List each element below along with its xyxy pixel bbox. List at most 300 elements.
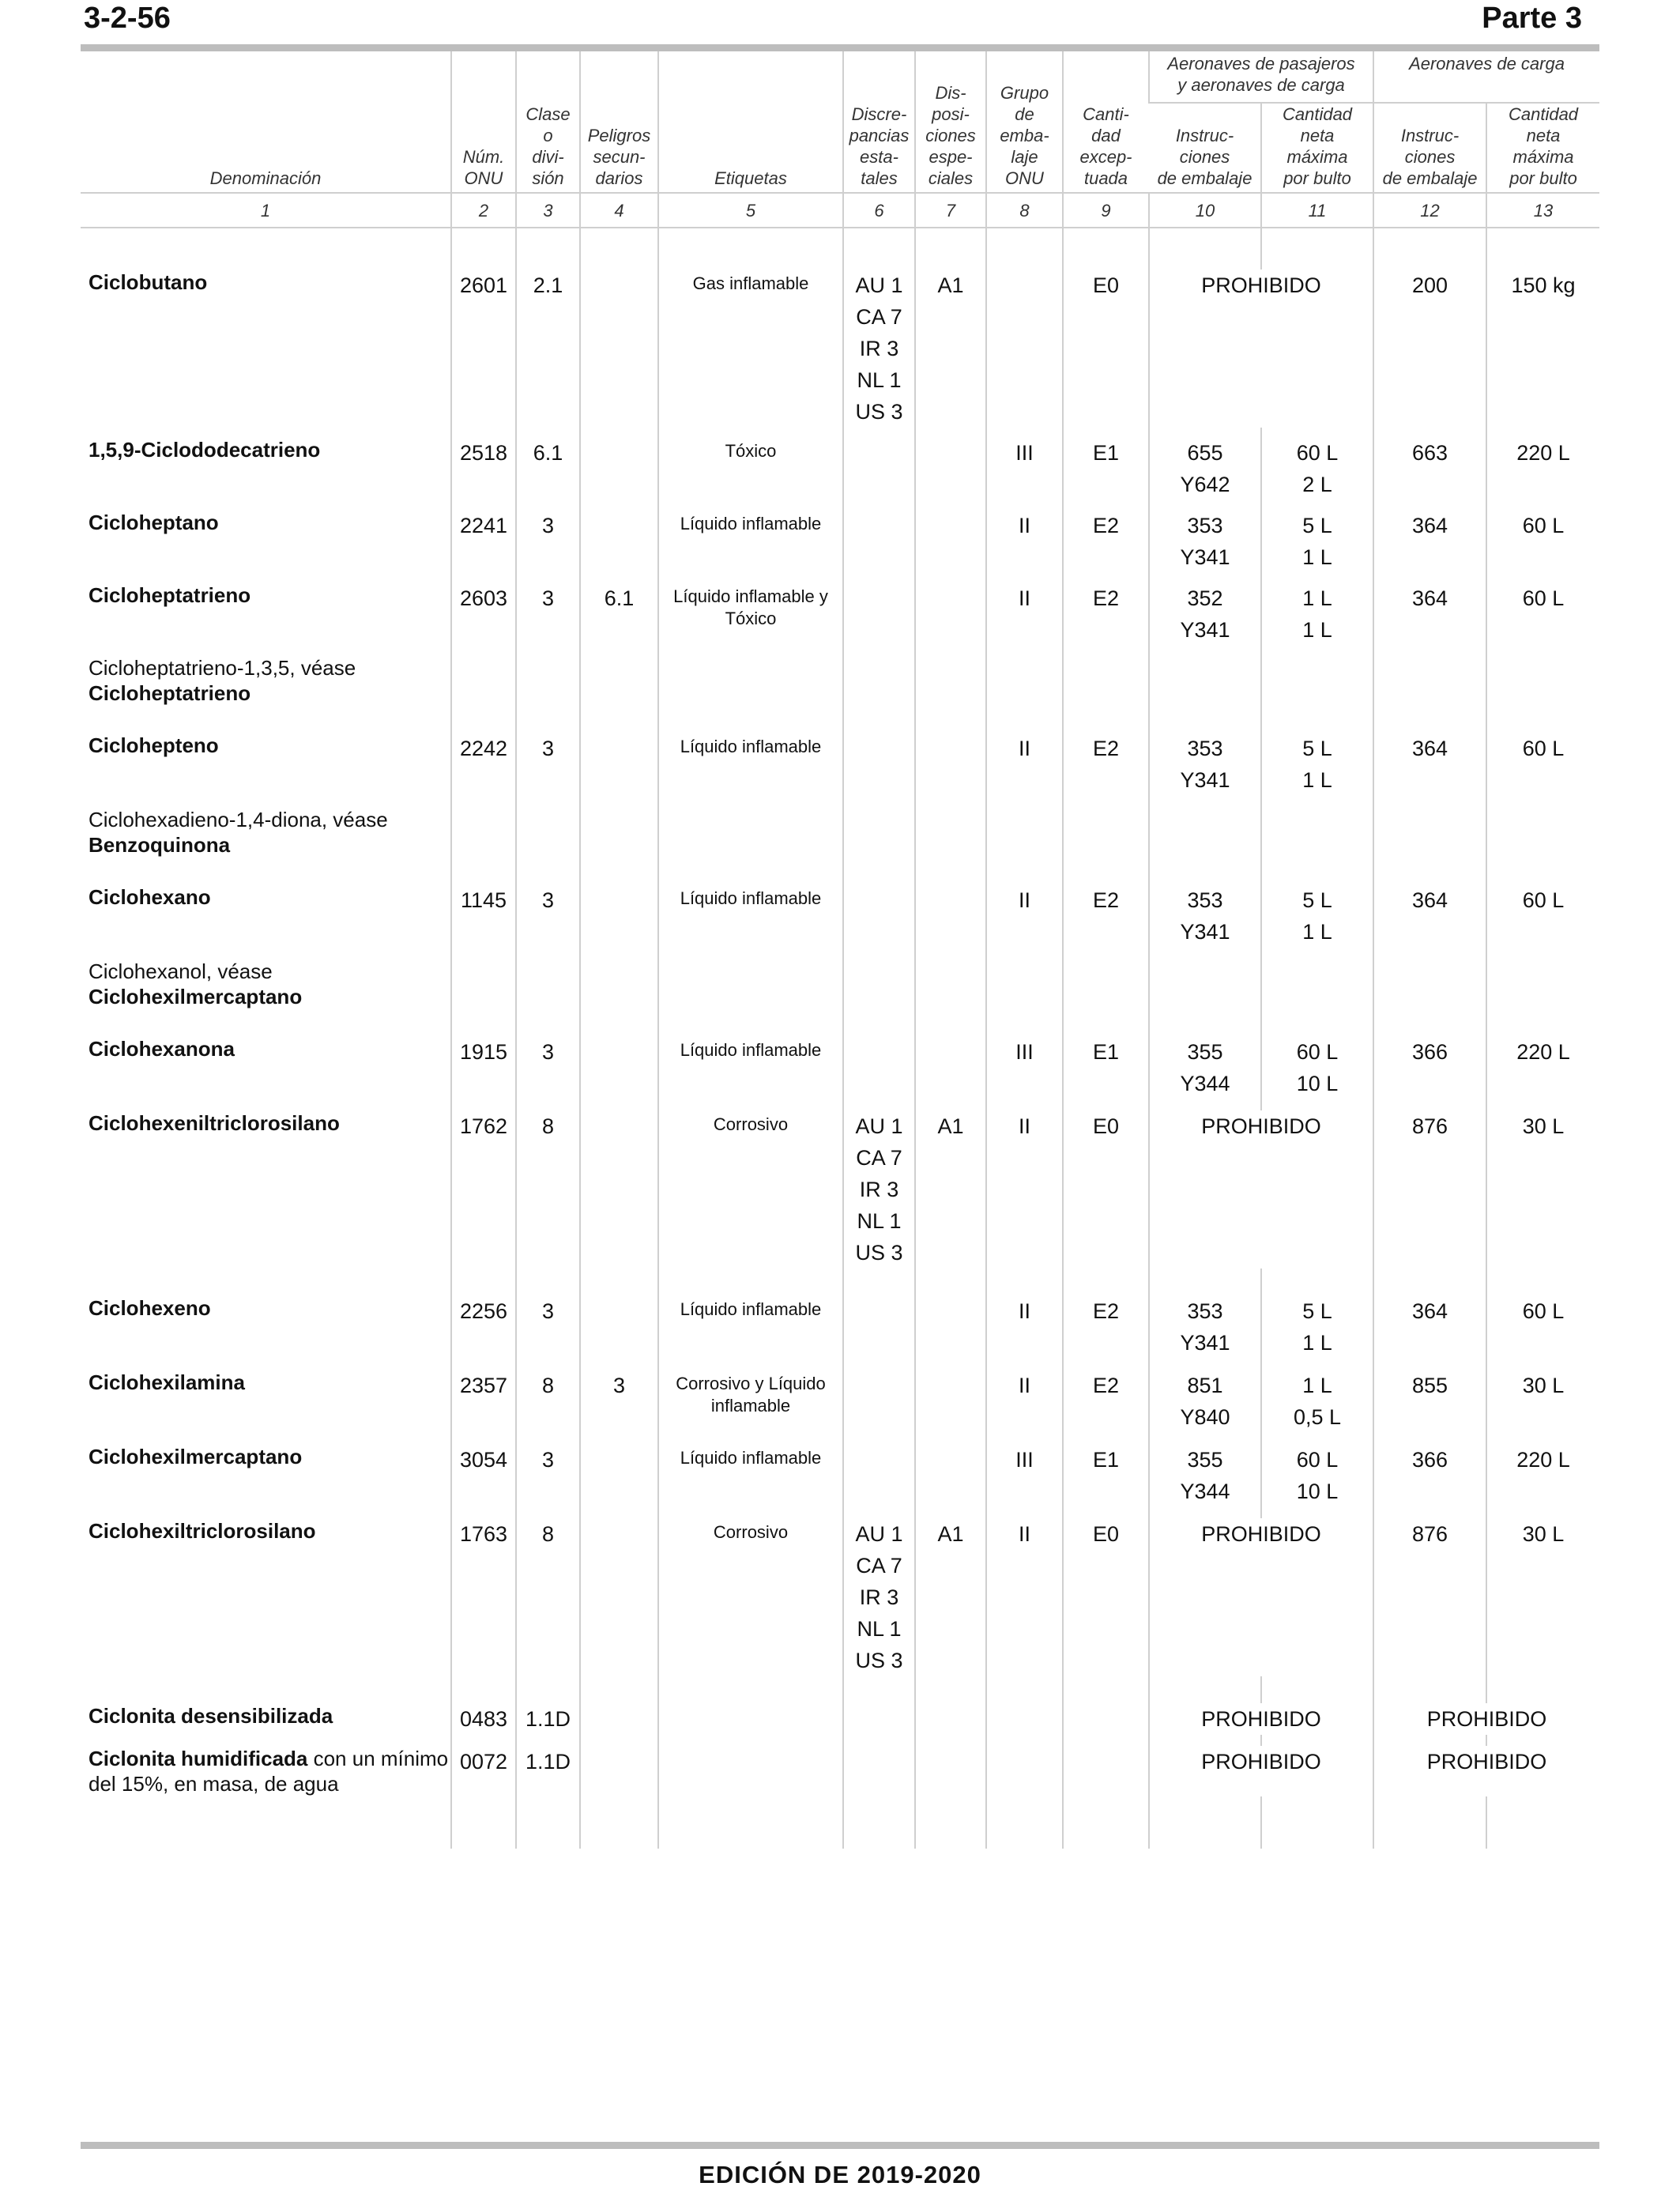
row-spacer bbox=[81, 428, 1599, 437]
spacer-cell bbox=[1486, 858, 1599, 884]
cell-pax-prohibited: PROHIBIDO bbox=[1149, 270, 1373, 428]
spacer-cell bbox=[516, 646, 580, 655]
cell-class: 1.1D bbox=[516, 1703, 580, 1735]
empty-cell bbox=[451, 807, 516, 858]
cell-denominacion bbox=[81, 1036, 451, 1099]
spacer-cell bbox=[1149, 1269, 1261, 1295]
table-row bbox=[81, 1110, 1599, 1269]
spacer-cell bbox=[658, 1359, 843, 1370]
cell-packing-group: III bbox=[986, 1444, 1063, 1507]
spacer-cell bbox=[986, 1099, 1063, 1110]
cell-denominacion bbox=[81, 270, 451, 428]
cell-label: Líquido inflamable bbox=[658, 1444, 843, 1507]
table-row bbox=[81, 1370, 1599, 1433]
cell-class: 8 bbox=[516, 1370, 580, 1433]
cell-line: 1 L bbox=[1302, 545, 1332, 569]
spacer-cell bbox=[516, 1009, 580, 1036]
cell-line: 353 bbox=[1187, 1299, 1223, 1323]
cell-label: Corrosivo y Líquido inflamable bbox=[658, 1370, 843, 1433]
empty-cell bbox=[1149, 807, 1261, 858]
cell-packing-group: II bbox=[986, 884, 1063, 948]
spacer-cell bbox=[915, 228, 986, 270]
cell-line: 10 L bbox=[1296, 1072, 1339, 1095]
col-pax-cantidad: Cantidad neta máxima por bulto bbox=[1261, 103, 1373, 193]
spacer-cell bbox=[1149, 1359, 1261, 1370]
spacer-cell bbox=[1261, 858, 1373, 884]
cell-class: 8 bbox=[516, 1518, 580, 1676]
cell-cao-max-quantity: 60 L bbox=[1486, 1295, 1599, 1359]
spacer-cell bbox=[915, 796, 986, 807]
cell-pax-max-quantity bbox=[1261, 1295, 1373, 1359]
spacer-cell bbox=[516, 858, 580, 884]
cell-cao-max-quantity: 60 L bbox=[1486, 510, 1599, 573]
cell-pax-prohibited: PROHIBIDO bbox=[1149, 1518, 1373, 1676]
cell-pax-max-quantity bbox=[1261, 1036, 1373, 1099]
col-cantidad-exceptuada: Canti- dad excep- tuada bbox=[1063, 51, 1149, 193]
cell-cao-max-quantity: 30 L bbox=[1486, 1518, 1599, 1676]
cell-denominacion bbox=[81, 510, 451, 573]
spacer-cell bbox=[1373, 228, 1486, 270]
spacer-cell bbox=[1486, 428, 1599, 437]
spacer-cell bbox=[1063, 1433, 1149, 1444]
col-number: 9 bbox=[1063, 193, 1149, 228]
spacer-cell bbox=[1261, 1507, 1373, 1518]
cell-line: 5 L bbox=[1302, 737, 1332, 760]
edition-footer: EDICIÓN DE 2019-2020 bbox=[699, 2161, 981, 2188]
spacer-cell bbox=[1373, 646, 1486, 655]
substance-name: Ciclohexeno bbox=[89, 1296, 211, 1320]
empty-cell bbox=[1063, 959, 1149, 1009]
spacer-cell bbox=[516, 428, 580, 437]
cell-state-variations bbox=[843, 1444, 915, 1507]
col-denominacion: Denominación bbox=[209, 168, 322, 188]
cell-excepted-quantity bbox=[1063, 1703, 1149, 1735]
spacer-cell bbox=[1063, 428, 1149, 437]
substance-name: Cicloheptano bbox=[89, 511, 219, 534]
spacer-cell bbox=[451, 1359, 516, 1370]
cell-cao-max-quantity: 220 L bbox=[1486, 1444, 1599, 1507]
spacer-cell bbox=[658, 948, 843, 959]
spacer-cell bbox=[451, 1433, 516, 1444]
spacer-cell bbox=[580, 1433, 658, 1444]
col-grupo: Grupo de emba- laje ONU bbox=[986, 51, 1063, 193]
spacer-cell bbox=[915, 706, 986, 733]
spacer-cell bbox=[81, 228, 451, 270]
cell-un-number: 2256 bbox=[451, 1295, 516, 1359]
spacer-cell bbox=[81, 1433, 451, 1444]
reference-target: Benzoquinona bbox=[89, 833, 231, 857]
cell-pax-max-quantity bbox=[1261, 582, 1373, 646]
spacer-cell bbox=[1486, 500, 1599, 510]
spacer-cell bbox=[1261, 706, 1373, 733]
cell-cao-max-quantity: 60 L bbox=[1486, 582, 1599, 646]
spacer-cell bbox=[986, 1359, 1063, 1370]
cell-un-number: 2518 bbox=[451, 437, 516, 500]
cell-pax-packing-instruction bbox=[1149, 1295, 1261, 1359]
cell-line: 1 L bbox=[1302, 586, 1332, 610]
col-number: 10 bbox=[1149, 193, 1261, 228]
cell-line: CA 7 bbox=[856, 1554, 902, 1578]
spacer-cell bbox=[915, 1507, 986, 1518]
cross-reference-row bbox=[81, 655, 1599, 706]
empty-cell bbox=[658, 807, 843, 858]
cell-pax-packing-instruction bbox=[1149, 733, 1261, 796]
cell-label: Corrosivo bbox=[658, 1110, 843, 1269]
spacer-cell bbox=[451, 858, 516, 884]
spacer-cell bbox=[843, 1676, 915, 1703]
spacer-cell bbox=[516, 948, 580, 959]
cell-packing-group bbox=[986, 1703, 1063, 1735]
spacer-cell bbox=[1373, 1009, 1486, 1036]
cell-line: IR 3 bbox=[859, 1178, 899, 1201]
spacer-cell bbox=[915, 1269, 986, 1295]
cell-special-provisions bbox=[915, 884, 986, 948]
spacer-cell bbox=[658, 1507, 843, 1518]
cell-line: Y341 bbox=[1180, 618, 1230, 642]
cell-excepted-quantity: E2 bbox=[1063, 510, 1149, 573]
spacer-cell bbox=[1063, 858, 1149, 884]
spacer-cell bbox=[986, 858, 1063, 884]
col-number: 4 bbox=[580, 193, 658, 228]
cell-packing-group bbox=[986, 270, 1063, 428]
spacer-cell bbox=[1373, 1099, 1486, 1110]
row-spacer bbox=[81, 573, 1599, 582]
col-number: 5 bbox=[658, 193, 843, 228]
spacer-cell bbox=[81, 500, 451, 510]
cell-packing-group: II bbox=[986, 1110, 1063, 1269]
cell-line: 5 L bbox=[1302, 514, 1332, 537]
cell-special-provisions bbox=[915, 1036, 986, 1099]
cell-line: Y341 bbox=[1180, 545, 1230, 569]
empty-cell bbox=[1149, 959, 1261, 1009]
spacer-cell bbox=[915, 1359, 986, 1370]
table-row bbox=[81, 582, 1599, 646]
col-number: 6 bbox=[843, 193, 915, 228]
cell-state-variations bbox=[843, 1703, 915, 1735]
table-row bbox=[81, 1703, 1599, 1735]
spacer-cell bbox=[915, 573, 986, 582]
spacer-cell bbox=[915, 1099, 986, 1110]
spacer-cell bbox=[451, 706, 516, 733]
cell-subsidiary-hazard bbox=[580, 1295, 658, 1359]
spacer-cell bbox=[658, 706, 843, 733]
row-spacer bbox=[81, 1269, 1599, 1295]
cell-excepted-quantity: E0 bbox=[1063, 1518, 1149, 1676]
spacer-cell bbox=[1261, 500, 1373, 510]
cell-line: Y344 bbox=[1180, 1480, 1230, 1503]
reference-text: Cicloheptatrieno-1,3,5, véase bbox=[89, 656, 356, 680]
cell-special-provisions bbox=[915, 1370, 986, 1433]
empty-cell bbox=[451, 655, 516, 706]
spacer-cell bbox=[1486, 646, 1599, 655]
spacer-cell bbox=[843, 428, 915, 437]
cell-excepted-quantity: E2 bbox=[1063, 1370, 1149, 1433]
substance-name: Ciclohexanona bbox=[89, 1037, 235, 1061]
spacer-cell bbox=[81, 796, 451, 807]
spacer-cell bbox=[1149, 1009, 1261, 1036]
substance-name: Ciclohexilmercaptano bbox=[89, 1445, 303, 1468]
cell-un-number: 3054 bbox=[451, 1444, 516, 1507]
col-disposiciones: Dis- posi- ciones espe- ciales bbox=[915, 51, 986, 193]
spacer-cell bbox=[580, 706, 658, 733]
spacer-cell bbox=[516, 1676, 580, 1703]
cross-reference-row bbox=[81, 807, 1599, 858]
spacer-cell bbox=[1373, 1507, 1486, 1518]
cell-label: Líquido inflamable bbox=[658, 510, 843, 573]
spacer-cell bbox=[81, 1735, 451, 1746]
spacer-cell bbox=[451, 500, 516, 510]
cross-reference-row bbox=[81, 959, 1599, 1009]
spacer-cell bbox=[843, 1269, 915, 1295]
spacer-cell bbox=[451, 646, 516, 655]
cell-pax-packing-instruction bbox=[1149, 510, 1261, 573]
spacer-cell bbox=[580, 796, 658, 807]
spacer-cell bbox=[843, 1433, 915, 1444]
cell-line: US 3 bbox=[855, 1241, 903, 1265]
spacer-cell bbox=[1261, 1009, 1373, 1036]
cell-excepted-quantity: E0 bbox=[1063, 270, 1149, 428]
spacer-cell bbox=[81, 1507, 451, 1518]
empty-cell bbox=[843, 655, 915, 706]
top-rule bbox=[81, 44, 1599, 51]
cell-denominacion bbox=[81, 807, 451, 858]
spacer-cell bbox=[451, 948, 516, 959]
cell-pax-max-quantity bbox=[1261, 733, 1373, 796]
table-row bbox=[81, 1746, 1599, 1796]
cell-class: 6.1 bbox=[516, 437, 580, 500]
spacer-cell bbox=[843, 948, 915, 959]
cell-line: 2 L bbox=[1302, 473, 1332, 496]
cell-packing-group bbox=[986, 1746, 1063, 1796]
spacer-cell bbox=[986, 1676, 1063, 1703]
spacer-cell bbox=[986, 228, 1063, 270]
spacer-cell bbox=[580, 1507, 658, 1518]
spacer-cell bbox=[1486, 1359, 1599, 1370]
bottom-rule bbox=[81, 2142, 1599, 2149]
cell-excepted-quantity: E2 bbox=[1063, 884, 1149, 948]
dangerous-goods-table bbox=[81, 51, 1599, 1849]
spacer-cell bbox=[580, 1099, 658, 1110]
cell-line: AU 1 bbox=[855, 273, 903, 297]
cell-line: 353 bbox=[1187, 888, 1223, 912]
cell-subsidiary-hazard bbox=[580, 733, 658, 796]
col-group-carga: Aeronaves de carga bbox=[1373, 51, 1599, 103]
cell-packing-group: II bbox=[986, 582, 1063, 646]
page-number: 3-2-56 bbox=[84, 2, 171, 35]
spacer-cell bbox=[580, 228, 658, 270]
substance-name: Cicloheptatrieno bbox=[89, 583, 251, 607]
empty-cell bbox=[1486, 655, 1599, 706]
spacer-cell bbox=[658, 1269, 843, 1295]
cell-line: 0,5 L bbox=[1293, 1405, 1342, 1429]
cell-cao-packing-instruction: 364 bbox=[1373, 884, 1486, 948]
spacer-cell bbox=[451, 228, 516, 270]
spacer-cell bbox=[1063, 706, 1149, 733]
cell-cao-packing-instruction: 876 bbox=[1373, 1518, 1486, 1676]
row-spacer bbox=[81, 1359, 1599, 1370]
cell-subsidiary-hazard bbox=[580, 270, 658, 428]
cell-packing-group: III bbox=[986, 1036, 1063, 1099]
spacer-cell bbox=[580, 1359, 658, 1370]
cell-subsidiary-hazard bbox=[580, 437, 658, 500]
spacer-cell bbox=[915, 1433, 986, 1444]
cell-cao-packing-instruction: 366 bbox=[1373, 1444, 1486, 1507]
empty-cell bbox=[1261, 807, 1373, 858]
cell-subsidiary-hazard bbox=[580, 1036, 658, 1099]
spacer-cell bbox=[1261, 1796, 1373, 1849]
cell-class: 3 bbox=[516, 733, 580, 796]
cell-label: Tóxico bbox=[658, 437, 843, 500]
cell-subsidiary-hazard bbox=[580, 1110, 658, 1269]
spacer-cell bbox=[1261, 948, 1373, 959]
spacer-cell bbox=[986, 948, 1063, 959]
cell-denominacion bbox=[81, 582, 451, 646]
spacer-cell bbox=[451, 796, 516, 807]
spacer-cell bbox=[580, 948, 658, 959]
table-row bbox=[81, 510, 1599, 573]
spacer-cell bbox=[1486, 573, 1599, 582]
spacer-cell bbox=[1149, 1433, 1261, 1444]
spacer-cell bbox=[516, 1735, 580, 1746]
cell-line: 655 bbox=[1187, 441, 1223, 465]
spacer-cell bbox=[451, 1507, 516, 1518]
cell-excepted-quantity: E2 bbox=[1063, 582, 1149, 646]
col-group-pasajeros: Aeronaves de pasajeros y aeronaves de carga bbox=[1149, 51, 1373, 103]
spacer-cell bbox=[1486, 1676, 1599, 1703]
reference-target: Cicloheptatrieno bbox=[89, 681, 251, 705]
empty-cell bbox=[915, 655, 986, 706]
cell-special-provisions bbox=[915, 1703, 986, 1735]
cell-line: IR 3 bbox=[859, 1585, 899, 1609]
spacer-cell bbox=[1149, 1676, 1261, 1703]
empty-cell bbox=[1486, 807, 1599, 858]
spacer-cell bbox=[451, 1735, 516, 1746]
cell-cao-packing-instruction: 364 bbox=[1373, 1295, 1486, 1359]
spacer-cell bbox=[81, 1269, 451, 1295]
spacer-cell bbox=[1149, 500, 1261, 510]
cell-denominacion bbox=[81, 1295, 451, 1359]
empty-cell bbox=[580, 959, 658, 1009]
row-spacer bbox=[81, 1009, 1599, 1036]
cell-class: 3 bbox=[516, 1295, 580, 1359]
table-row bbox=[81, 884, 1599, 948]
cell-line: 352 bbox=[1187, 586, 1223, 610]
cell-pax-max-quantity bbox=[1261, 884, 1373, 948]
empty-cell bbox=[843, 959, 915, 1009]
cell-special-provisions bbox=[915, 1295, 986, 1359]
cell-denominacion bbox=[81, 1444, 451, 1507]
cell-packing-group: II bbox=[986, 1518, 1063, 1676]
empty-cell bbox=[516, 807, 580, 858]
substance-name: Ciclonita humidificada bbox=[89, 1747, 308, 1770]
spacer-cell bbox=[580, 500, 658, 510]
spacer-cell bbox=[1261, 428, 1373, 437]
spacer-cell bbox=[1149, 1735, 1261, 1746]
col-number: 7 bbox=[915, 193, 986, 228]
row-spacer bbox=[81, 796, 1599, 807]
cell-line: Y341 bbox=[1180, 920, 1230, 944]
spacer-cell bbox=[843, 646, 915, 655]
spacer-cell bbox=[843, 706, 915, 733]
cell-line: IR 3 bbox=[859, 337, 899, 360]
spacer-cell bbox=[1486, 1507, 1599, 1518]
spacer-cell bbox=[516, 1359, 580, 1370]
spacer-cell bbox=[81, 1009, 451, 1036]
spacer-cell bbox=[1149, 1796, 1261, 1849]
cell-class: 8 bbox=[516, 1110, 580, 1269]
cell-special-provisions bbox=[915, 437, 986, 500]
cell-label: Líquido inflamable bbox=[658, 884, 843, 948]
cell-packing-group: III bbox=[986, 437, 1063, 500]
cell-class: 2.1 bbox=[516, 270, 580, 428]
empty-cell bbox=[843, 807, 915, 858]
row-spacer bbox=[81, 1433, 1599, 1444]
empty-cell bbox=[1373, 959, 1486, 1009]
spacer-cell bbox=[658, 228, 843, 270]
substance-name: Ciclohexeniltriclorosilano bbox=[89, 1111, 340, 1135]
spacer-cell bbox=[516, 500, 580, 510]
spacer-cell bbox=[1261, 1359, 1373, 1370]
spacer-cell bbox=[986, 796, 1063, 807]
cell-line: 60 L bbox=[1296, 441, 1339, 465]
spacer-cell bbox=[451, 1676, 516, 1703]
cell-un-number: 0483 bbox=[451, 1703, 516, 1735]
spacer-cell bbox=[580, 858, 658, 884]
col-number: 12 bbox=[1373, 193, 1486, 228]
cell-cao-max-quantity: 30 L bbox=[1486, 1110, 1599, 1269]
row-spacer bbox=[81, 1676, 1599, 1703]
spacer-cell bbox=[658, 796, 843, 807]
spacer-cell bbox=[658, 858, 843, 884]
cell-state-variations bbox=[843, 270, 915, 428]
spacer-cell bbox=[1063, 1796, 1149, 1849]
empty-cell bbox=[1373, 655, 1486, 706]
spacer-cell bbox=[915, 428, 986, 437]
spacer-cell bbox=[1261, 573, 1373, 582]
spacer-cell bbox=[1373, 428, 1486, 437]
cell-class: 3 bbox=[516, 510, 580, 573]
cell-cao-max-quantity: 60 L bbox=[1486, 733, 1599, 796]
spacer-cell bbox=[1063, 1359, 1149, 1370]
substance-name: Ciclonita desensibilizada bbox=[89, 1704, 333, 1728]
table-row bbox=[81, 1295, 1599, 1359]
spacer-cell bbox=[1261, 1269, 1373, 1295]
cell-line: 851 bbox=[1187, 1374, 1223, 1397]
cell-pax-packing-instruction bbox=[1149, 1444, 1261, 1507]
cell-packing-group: II bbox=[986, 1370, 1063, 1433]
spacer-cell bbox=[658, 1099, 843, 1110]
cell-class: 3 bbox=[516, 582, 580, 646]
spacer-cell bbox=[451, 573, 516, 582]
cell-denominacion bbox=[81, 655, 451, 706]
cell-line: 1 L bbox=[1302, 1374, 1332, 1397]
cell-state-variations bbox=[843, 582, 915, 646]
spacer-cell bbox=[1149, 706, 1261, 733]
cell-class: 3 bbox=[516, 1444, 580, 1507]
spacer-cell bbox=[658, 1433, 843, 1444]
cell-special-provisions bbox=[915, 1746, 986, 1796]
spacer-cell bbox=[516, 1099, 580, 1110]
spacer-cell bbox=[1373, 1359, 1486, 1370]
cell-special-provisions: A1 bbox=[915, 1110, 986, 1269]
cell-cao-max-quantity: 60 L bbox=[1486, 884, 1599, 948]
spacer-cell bbox=[1063, 228, 1149, 270]
cell-un-number: 1762 bbox=[451, 1110, 516, 1269]
cell-cao-max-quantity: 220 L bbox=[1486, 1036, 1599, 1099]
cell-un-number: 2242 bbox=[451, 733, 516, 796]
spacer-cell bbox=[1486, 948, 1599, 959]
empty-cell bbox=[658, 959, 843, 1009]
